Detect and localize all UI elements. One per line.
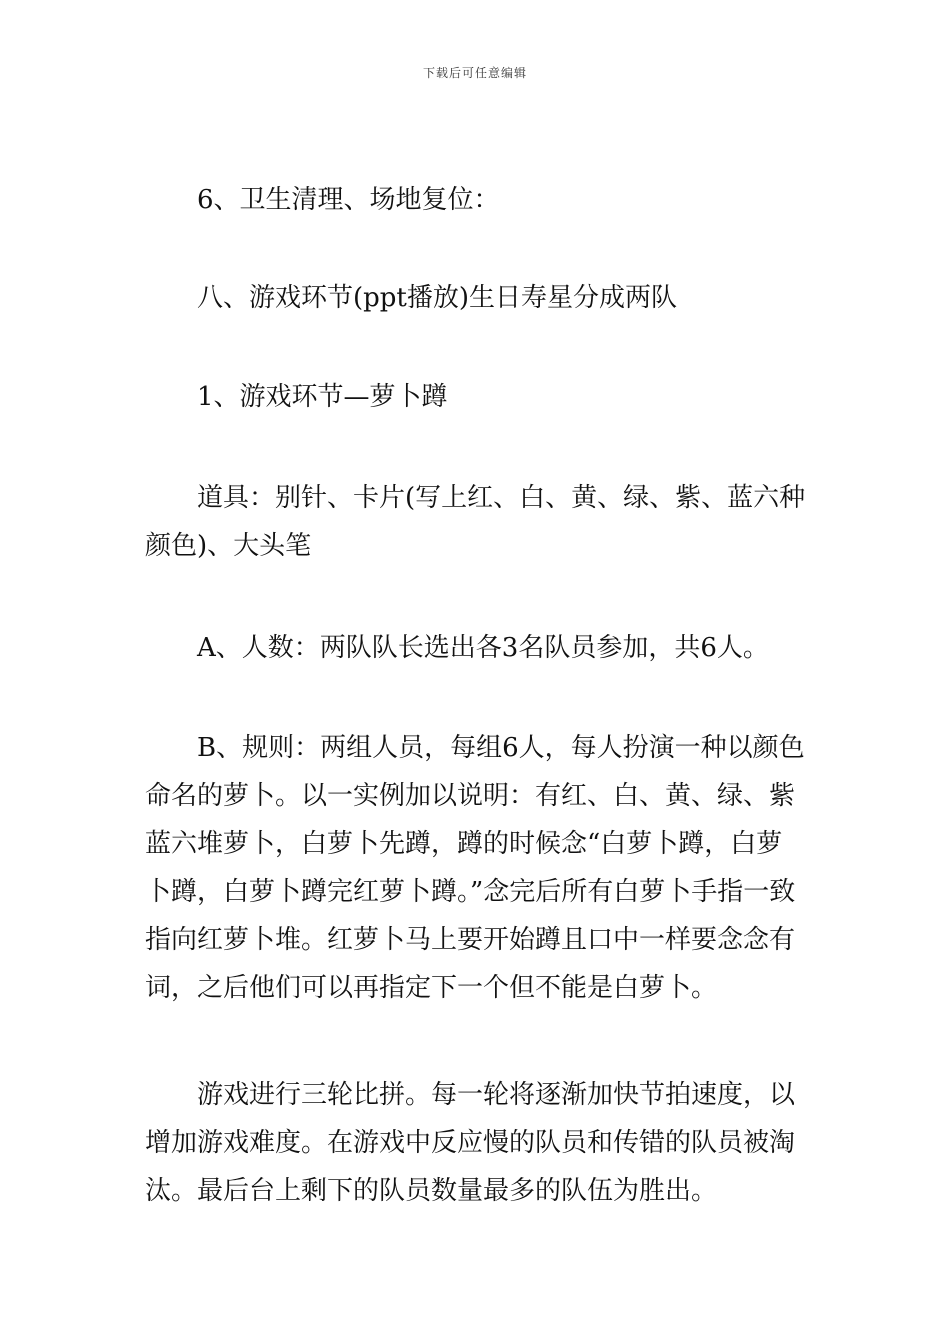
paragraph-props: 道具：别针、卡片(写上红、白、黄、绿、紫、蓝六种颜色)、大头笔	[145, 483, 806, 561]
paragraph-rounds: 游戏进行三轮比拼。每一轮将逐渐加快节拍速度，以增加游戏难度。在游戏中反应慢的队员和传错的队员被淘汰。最后台上剩下的队员数量最多的队伍为胜出。	[145, 1080, 796, 1206]
paragraph-cleanup: 6、卫生清理、场地复位：	[197, 185, 500, 215]
page-header: 下载后可任意编辑	[422, 66, 527, 80]
paragraph-game-title: 1、游戏环节—萝卜蹲	[197, 382, 448, 412]
paragraph-game-section: 八、游戏环节(ppt播放)生日寿星分成两队	[197, 283, 678, 313]
paragraph-rules: B、规则：两组人员，每组6人，每人扮演一种以颜色命名的萝卜。以一实例加以说明：有红、白、黄、绿、紫蓝六堆萝卜，白萝卜先蹲，蹲的时候念“白萝卜蹲，白萝卜蹲，白萝卜蹲完红萝卜蹲。”念完后所有白萝卜手指一致指向红萝卜堆。红萝卜马上要开始蹲且口中一样要念念有词，之后他们可以再指定下一个但不能是白萝卜。	[145, 733, 805, 1003]
paragraph-players: A、人数：两队队长选出各3名队员参加，共6人。	[197, 633, 769, 663]
